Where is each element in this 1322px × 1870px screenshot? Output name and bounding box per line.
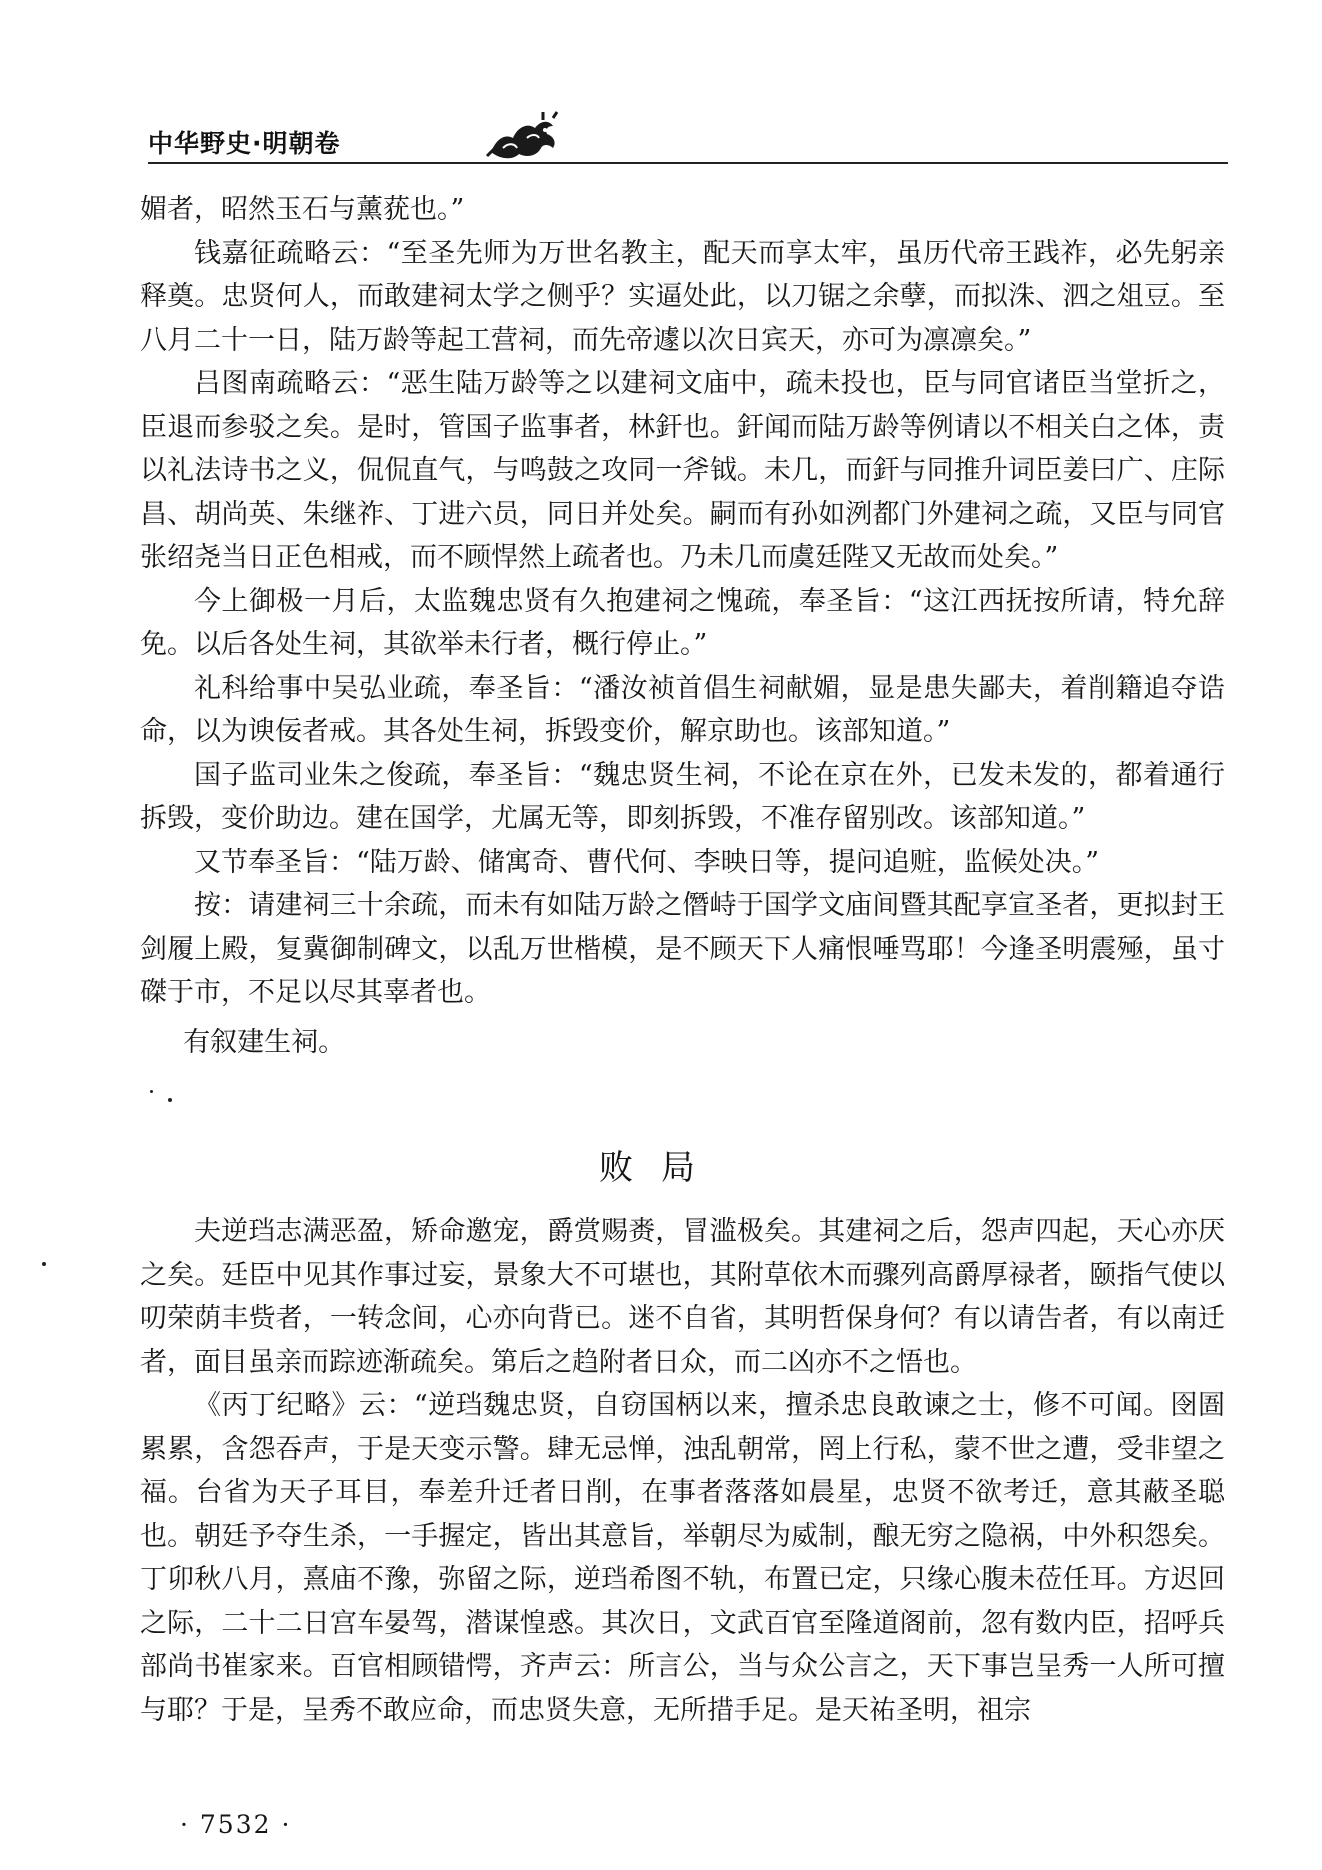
paragraph: 媚者，昭然玉石与薰莸也。” (140, 194, 465, 225)
dragon-emblem-icon (483, 108, 563, 164)
paragraph: 又节奉圣旨：“陆万龄、储寓奇、曹代何、李映日等，提问追赃，监候处决。” (194, 846, 1100, 878)
section-1-text (140, 188, 1225, 1064)
page-number: · 7532 · (180, 1810, 292, 1839)
note-line: 有叙建生祠。 (183, 1026, 346, 1058)
paragraph: 按：请建祠三十余疏，而未有如陆万龄之僭峙于国学文庙间暨其配享宣圣者，更拟封王剑履上殿，复冀御制碑文，以乱万世楷模，是不顾天下人痛恨唾骂耶！今逢圣明震殛，虽寸磔于市，不足以尽其辜者也。 (140, 890, 1225, 1008)
print-speck (168, 1098, 172, 1102)
paragraph: 国子监司业朱之俊疏，奉圣旨：“魏忠贤生祠，不论在京在外，已发未发的，都着通行拆毁，变价助边。建在国学，尤属无等，即刻拆毁，不准存留别改。该部知道。” (140, 759, 1225, 834)
print-speck (42, 1262, 46, 1266)
paragraph: 今上御极一月后，太监魏忠贤有久抱建祠之愧疏，奉圣旨：“这江西抚按所请，特允辞免。以后各处生祠，其欲举未行者，概行停止。” (140, 585, 1225, 660)
running-header (148, 118, 1228, 170)
header-rule (148, 162, 1228, 164)
paragraph: 钱嘉征疏略云：“至圣先师为万世名教主，配天而享太牢，虽历代帝王践祚，必先躬亲释奠。忠贤何人，而敢建祠太学之侧乎？实逼处此，以刀锯之余孽，而拟洙、泗之俎豆。至八月二十一日，陆万龄等起工营祠，而先帝遽以次日宾天，亦可为凛凛矣。” (140, 237, 1225, 356)
paragraph: 吕图南疏略云：“恶生陆万龄等之以建祠文庙中，疏未投也，臣与同官诸臣当堂折之，臣退而参驳之矣。是时，管国子监事者，林釬也。釬闻而陆万龄等例请以不相关白之体，责以礼法诗书之义，侃侃直气，与鸣鼓之攻同一斧钺。未几，而釬与同推升词臣姜曰广、庄际昌、胡尚英、朱继祚、丁进六员，同日并处矣。嗣而有孙如洌都门外建祠之疏，又臣与同官张绍尧当日正色相戒，而不顾悍然上疏者也。乃未几而虞廷陛又无故而处矣。” (140, 368, 1225, 573)
book-title: 中华野史·明朝卷 (148, 129, 341, 158)
print-speck (150, 1090, 153, 1093)
paragraph: 礼科给事中吴弘业疏，奉圣旨：“潘汝祯首倡生祠献媚，显是患失鄙夫，着削籍追夺诰命，以为谀佞者戒。其各处生祠，拆毁变价，解京助也。该部知道。” (140, 672, 1225, 747)
paragraph: 《丙丁纪略》云：“逆珰魏忠贤，自窃国柄以来，擅杀忠良敢谏之士，修不可闻。囹圄累累，含怨吞声，于是天变示警。肆无忌惮，浊乱朝常，罔上行私，蒙不世之遭，受非望之福。台省为天子耳目，奉差升迁者日削，在事者落落如晨星，忠贤不欲考迁，意其蔽圣聪也。朝廷予夺生杀，一手握定，皆出其意旨，举朝尽为威制，酿无穷之隐祸，中外积怨矣。丁卯秋八月，熹庙不豫，弥留之际，逆珰希图不轨，布置已定，只缘心腹未莅任耳。方迟回之际，二十二日宫车晏驾，潜谋惶惑。其次日，文武百官至隆道阁前，忽有数内臣，招呼兵部尚书崔家来。百官相顾错愕，齐声云：所言公，当与众公言之，天下事岂呈秀一人所可擅与耶？于是，呈秀不敢应命，而忠贤失意，无所措手足。是天祐圣明，祖宗 (140, 1390, 1225, 1726)
section-heading: 败局 (599, 1148, 723, 1188)
paragraph: 夫逆珰志满恶盈，矫命邀宠，爵赏赐赉，冒滥极矣。其建祠之后，怨声四起，天心亦厌之矣。廷臣中见其作事过妄，景象大不可堪也，其附草依木而骤列高爵厚禄者，颐指气使以叨荣荫丰赀者，一转念间，心亦向背已。迷不自省，其明哲保身何？有以请告者，有以南迁者，面目虽亲而踪迹渐疏矣。第后之趋附者日众，而二凶亦不之悟也。 (140, 1216, 1225, 1378)
section-2-text (140, 1210, 1225, 1732)
